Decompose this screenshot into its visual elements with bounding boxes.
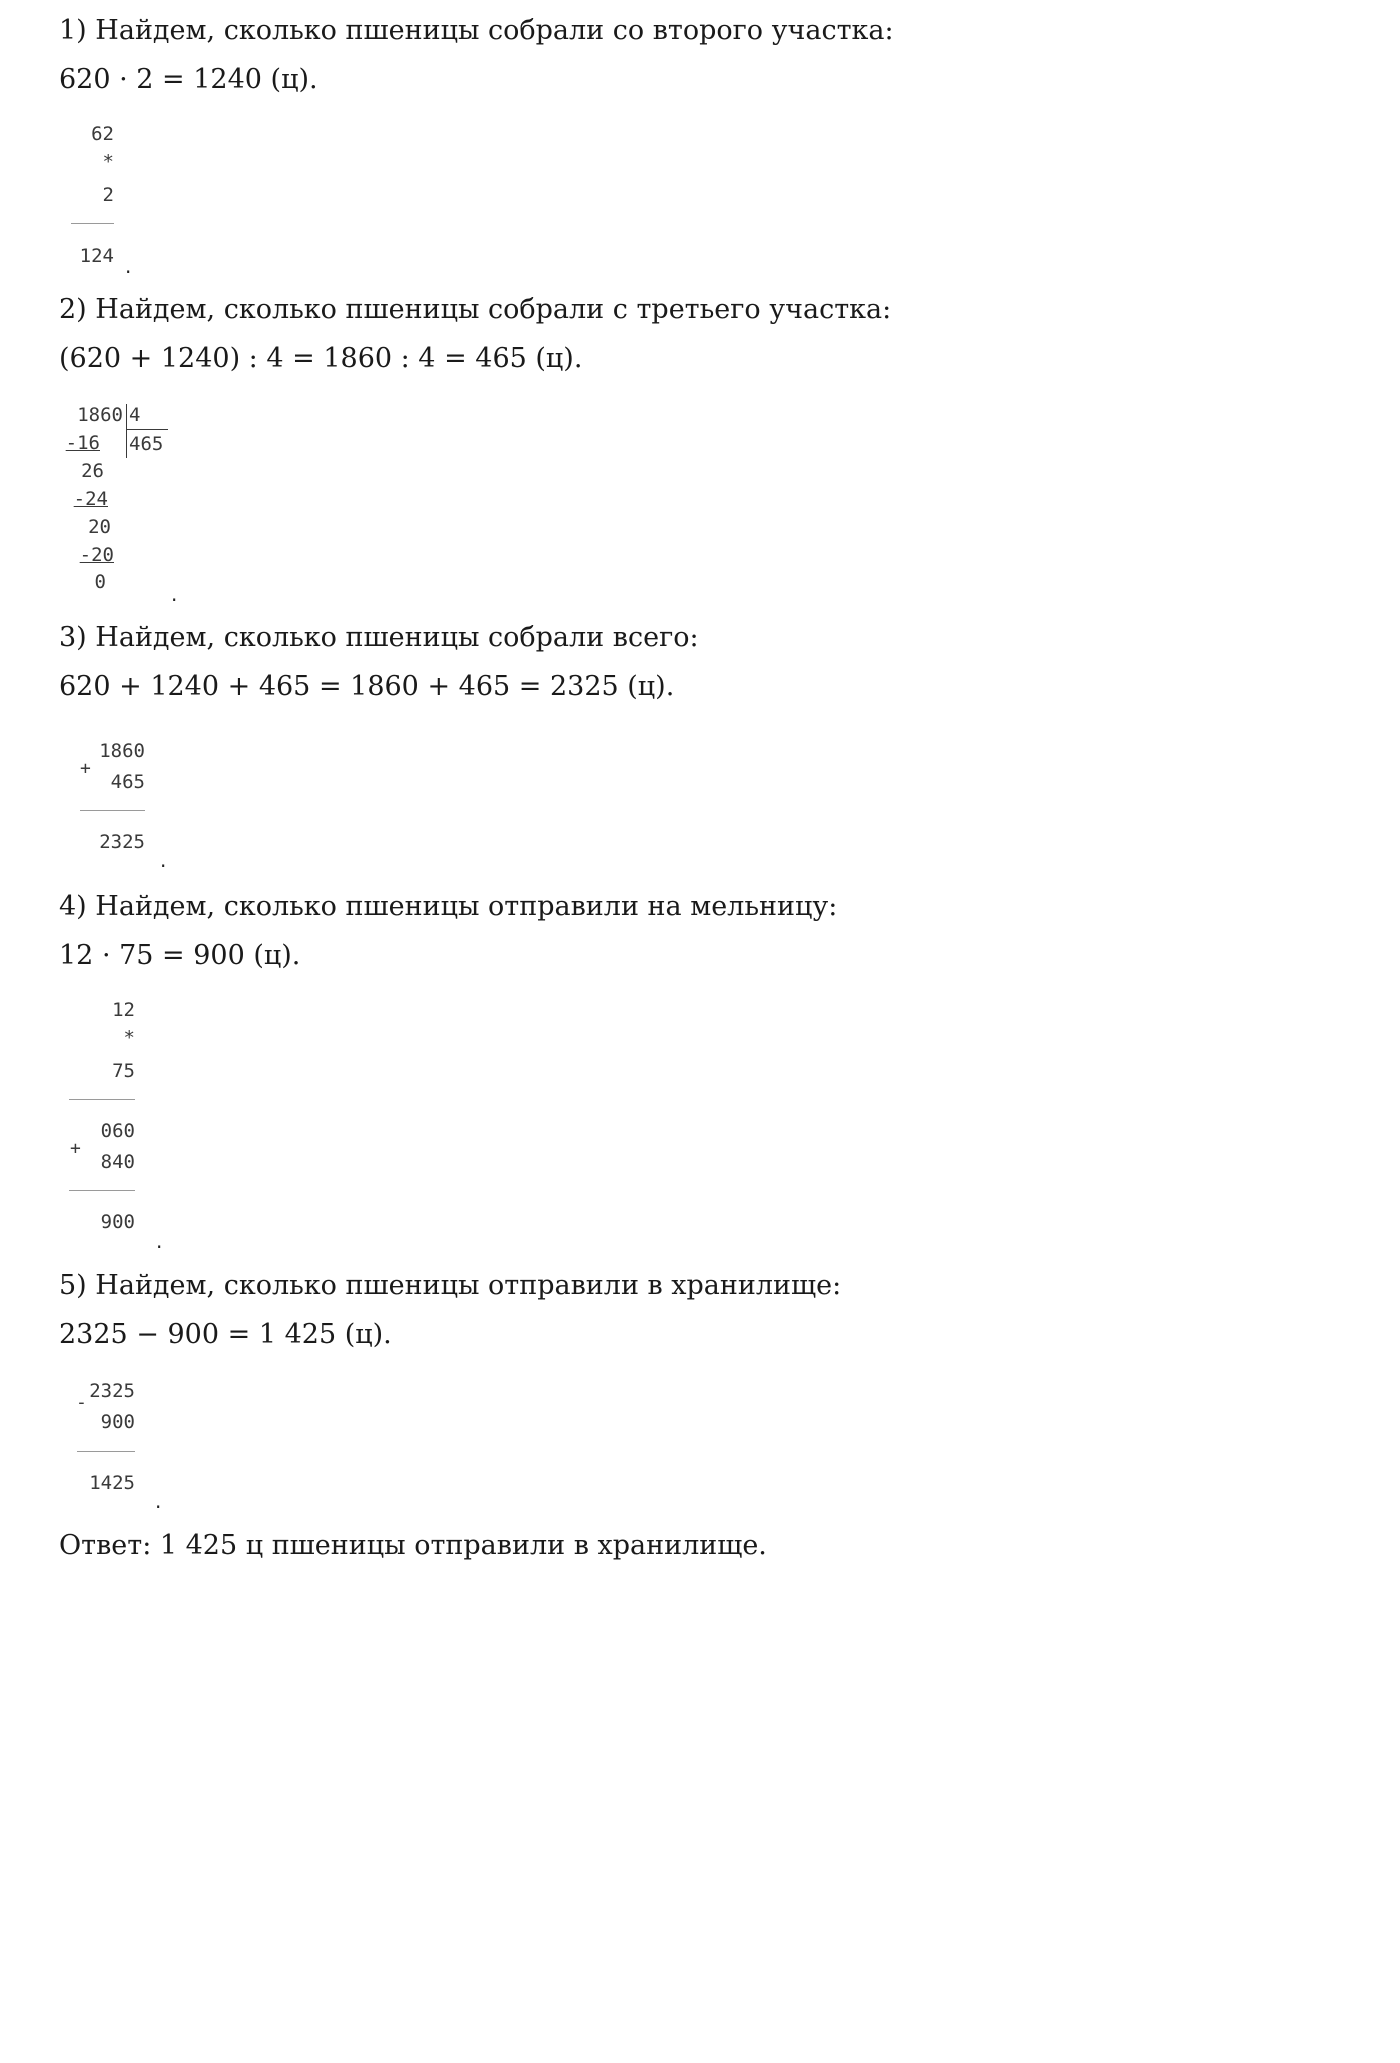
end-dot: . [125, 254, 132, 278]
subtract-row: -16 [65, 432, 100, 454]
remainder-row: 0 [94, 571, 106, 593]
end-dot: . [160, 848, 167, 872]
division-bar [126, 404, 127, 458]
step-2-long-division [60, 402, 180, 597]
remainder-row: 26 [81, 460, 104, 482]
difference: 1425 [89, 1472, 135, 1494]
step-4-equation: 12 · 75 = 900 (ц). [59, 940, 301, 971]
plus-sign: + [70, 1138, 81, 1159]
addend-2: 465 [110, 771, 145, 793]
step-3-heading: 3) Найдем, сколько пшеницы собрали всего: [59, 622, 699, 653]
partial-product-2: 840 [100, 1151, 135, 1173]
quotient: 465 [129, 433, 164, 455]
plus-sign: + [80, 758, 91, 779]
multiplicand: 12 [112, 999, 135, 1021]
multiplier: 2 [102, 184, 114, 206]
step-2-heading: 2) Найдем, сколько пшеницы собрали с третьего участка: [59, 294, 892, 325]
partial-product-1: 060 [100, 1120, 135, 1142]
result-line [71, 223, 114, 224]
step-5-heading: 5) Найдем, сколько пшеницы отправили в хранилище: [59, 1270, 842, 1301]
answer-line: Ответ: 1 425 ц пшеницы отправили в хранилище. [59, 1530, 767, 1561]
partial-line [69, 1099, 135, 1100]
step-1-equation: 620 · 2 = 1240 (ц). [59, 64, 318, 95]
subtrahend: 900 [100, 1411, 135, 1433]
result-line [69, 1190, 135, 1191]
result-line [80, 810, 145, 811]
step-3-equation: 620 + 1240 + 465 = 1860 + 465 = 2325 (ц). [59, 671, 675, 702]
multiply-sign: * [123, 1027, 135, 1049]
step-4-column-multiplication [66, 996, 156, 1236]
step-5-column-subtraction [76, 1378, 156, 1498]
divisor: 4 [129, 404, 141, 426]
step-5-equation: 2325 − 900 = 1 425 (ц). [59, 1319, 392, 1350]
subtract-row: -20 [79, 544, 114, 566]
minuend: 2325 [89, 1380, 135, 1402]
step-2-equation: (620 + 1240) : 4 = 1860 : 4 = 465 (ц). [59, 343, 583, 374]
multiplicand: 62 [91, 123, 114, 145]
product: 124 [79, 245, 114, 267]
result-line [77, 1451, 135, 1452]
step-1-column-multiplication [60, 120, 130, 280]
end-dot: . [171, 582, 178, 606]
multiplier: 75 [112, 1060, 135, 1082]
minus-sign: - [76, 1392, 87, 1413]
multiply-sign: * [102, 151, 114, 173]
end-dot: . [155, 1489, 162, 1513]
step-3-column-addition [78, 738, 158, 858]
addend-1: 1860 [99, 740, 145, 762]
step-4-heading: 4) Найдем, сколько пшеницы отправили на мельницу: [59, 891, 838, 922]
product: 900 [100, 1211, 135, 1233]
sum: 2325 [99, 831, 145, 853]
quotient-line [126, 429, 168, 430]
remainder-row: 20 [88, 516, 111, 538]
end-dot: . [156, 1229, 163, 1253]
subtract-row: -24 [73, 488, 108, 510]
dividend: 1860 [77, 404, 123, 426]
step-1-heading: 1) Найдем, сколько пшеницы собрали со второго участка: [59, 15, 894, 46]
